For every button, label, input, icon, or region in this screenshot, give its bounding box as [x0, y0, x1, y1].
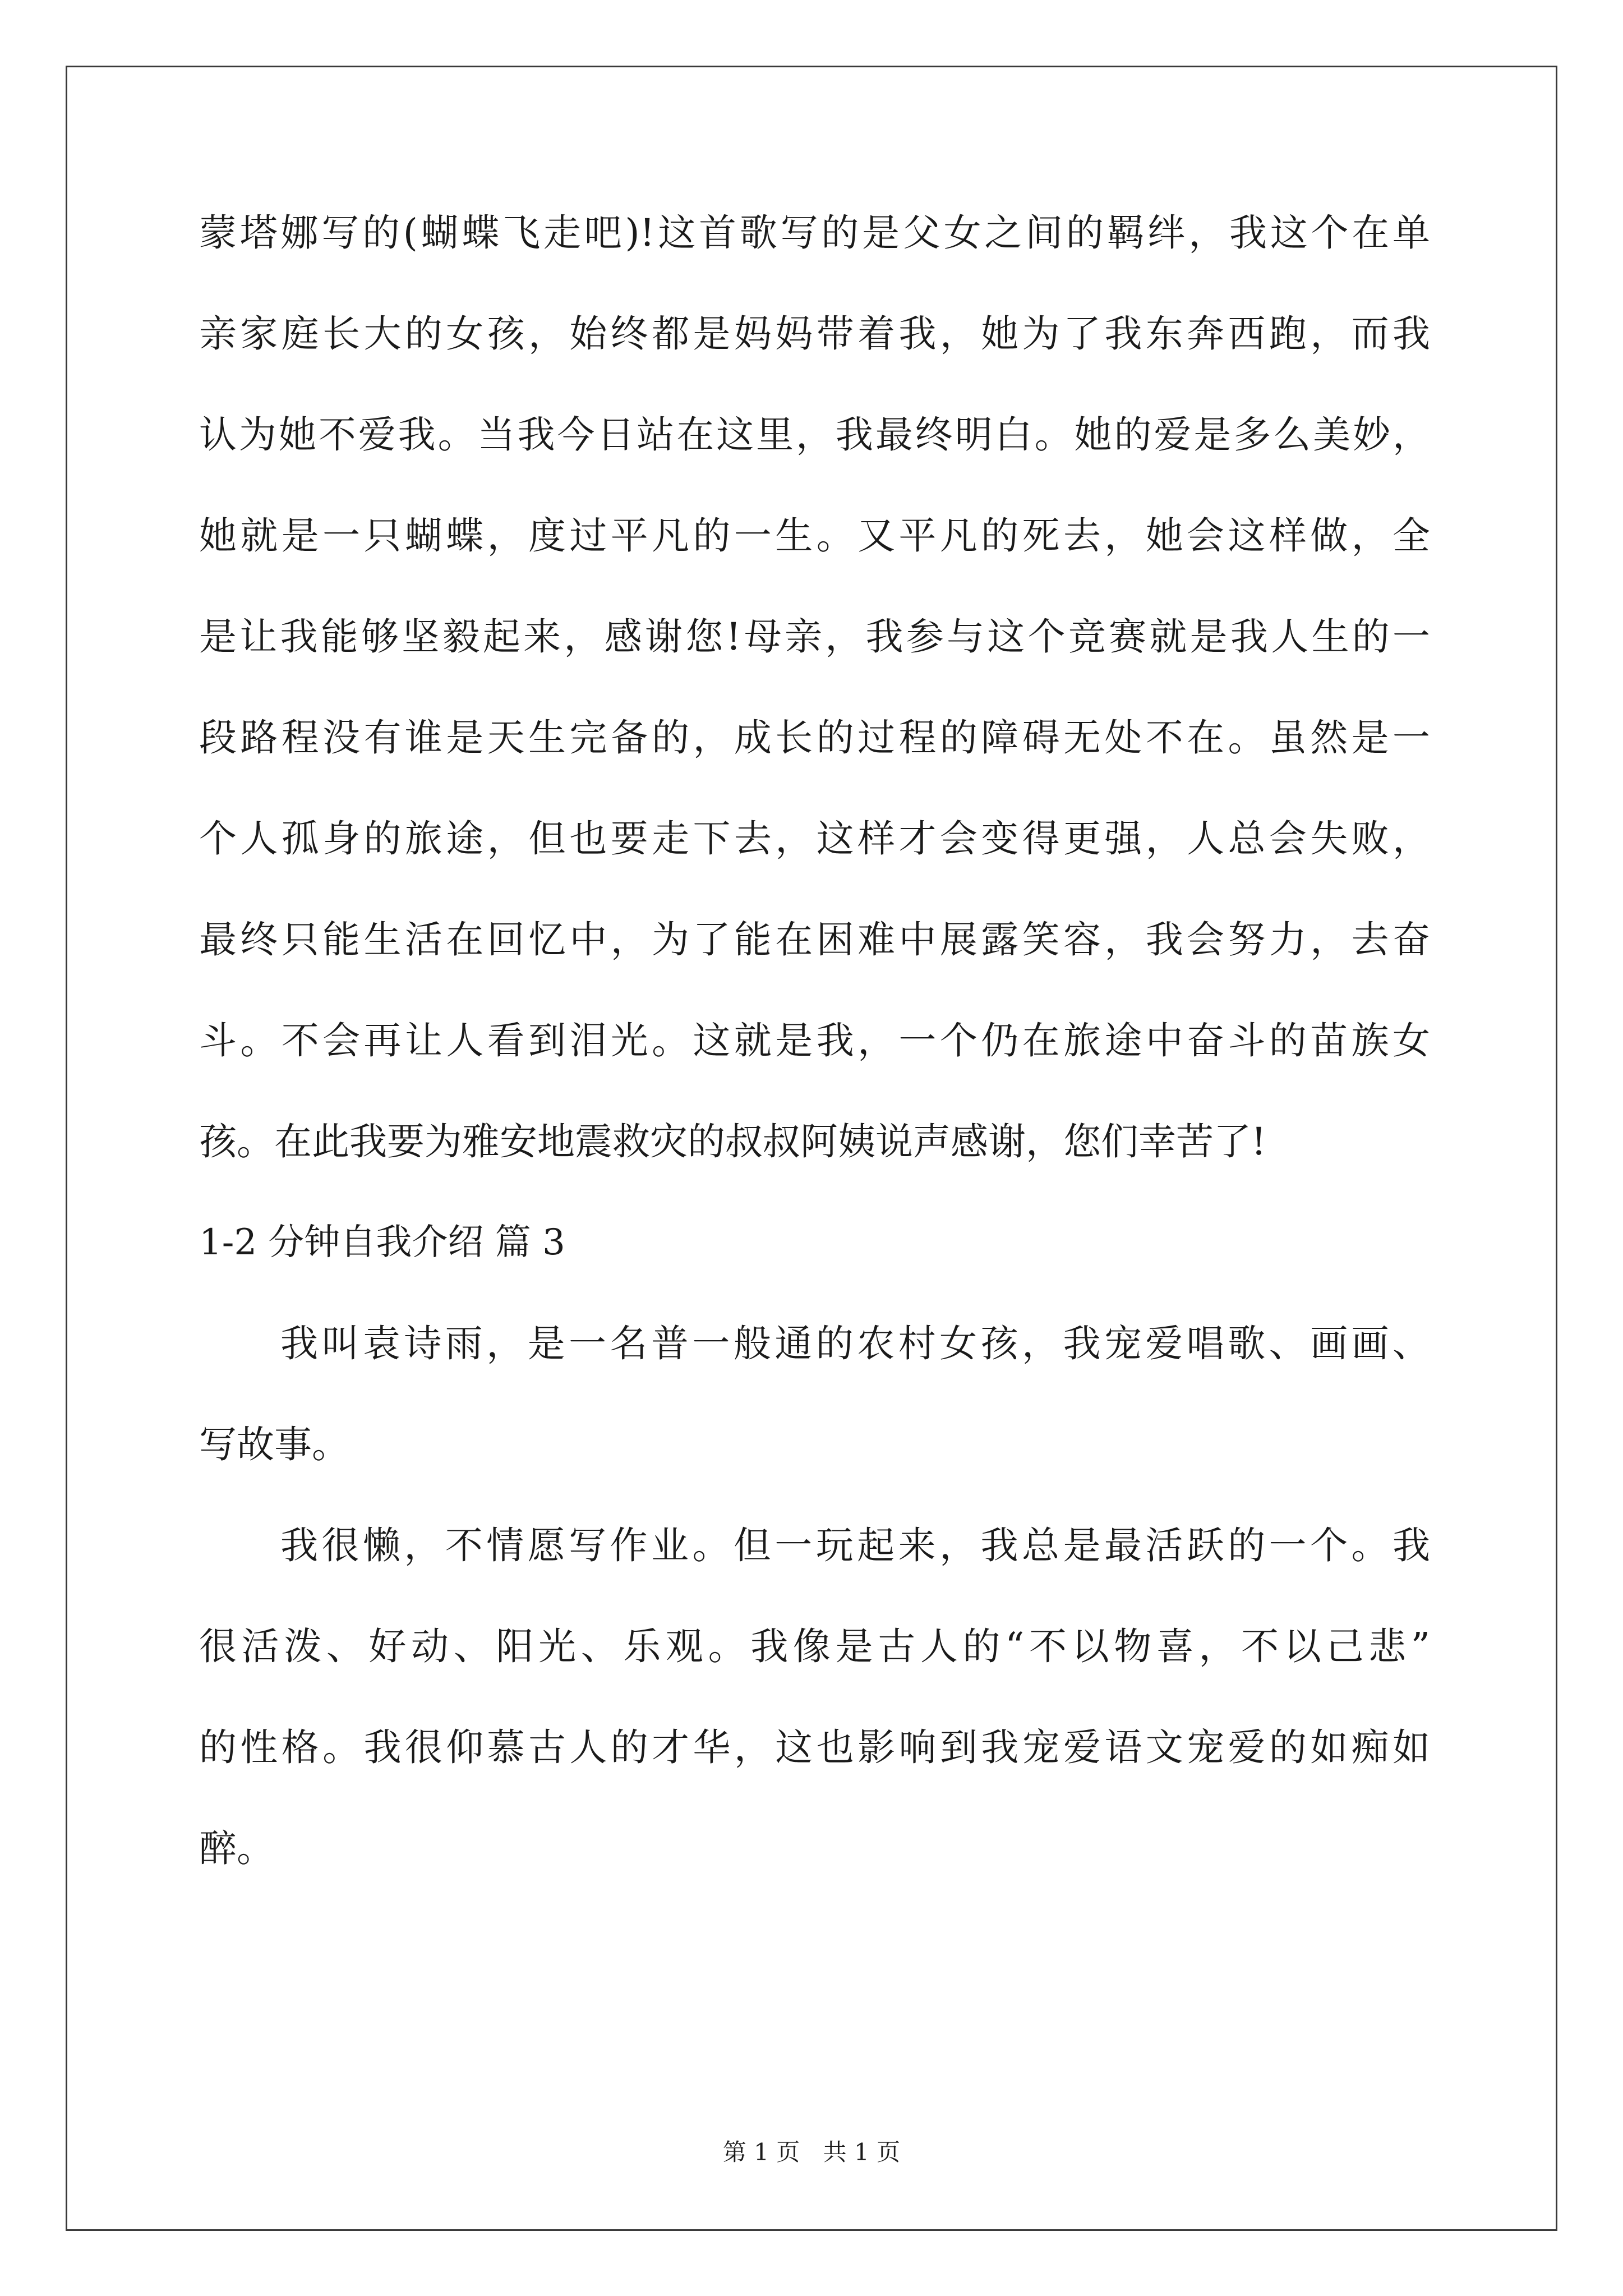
body-line: 段路程没有谁是天生完备的，成长的过程的障碍无处不在。虽然是一	[199, 716, 1430, 760]
paragraph-line: 很活泼、好动、阳光、乐观。我像是古人的“不以物喜，不以己悲”	[199, 1625, 1430, 1668]
paragraph-line: 的性格。我很仰慕古人的才华，这也影响到我宠爱语文宠爱的如痴如	[199, 1726, 1430, 1769]
section-heading: 1-2 分钟自我介绍 篇 3	[199, 1222, 565, 1263]
page-number: 第 1 页	[722, 2138, 800, 2166]
body-line: 她就是一只蝴蝶，度过平凡的一生。又平凡的死去，她会这样做，全	[199, 514, 1430, 558]
page-total: 共 1 页	[823, 2138, 901, 2166]
body-line: 亲家庭长大的女孩，始终都是妈妈带着我，她为了我东奔西跑，而我	[199, 312, 1430, 356]
paragraph-line: 写故事。	[199, 1423, 349, 1466]
paragraph-line: 我叫袁诗雨，是一名普一般通的农村女孩，我宠爱唱歌、画画、	[280, 1322, 1430, 1365]
body-line: 认为她不爱我。当我今日站在这里，我最终明白。她的爱是多么美妙，	[199, 413, 1430, 457]
body-line: 是让我能够坚毅起来，感谢您!母亲，我参与这个竞赛就是我人生的一	[199, 615, 1430, 659]
paragraph-line: 醉。	[199, 1826, 274, 1870]
page-footer	[0, 2134, 1623, 2168]
body-line: 孩。在此我要为雅安地震救灾的叔叔阿姨说声感谢，您们幸苦了!	[199, 1120, 1266, 1163]
body-line: 个人孤身的旅途，但也要走下去，这样才会变得更强，人总会失败，	[199, 817, 1430, 861]
body-line: 蒙塔娜写的(蝴蝶飞走吧)!这首歌写的是父女之间的羁绊，我这个在单	[199, 211, 1430, 255]
body-line: 斗。不会再让人看到泪光。这就是我，一个仍在旅途中奋斗的苗族女	[199, 1019, 1430, 1062]
body-line: 最终只能生活在回忆中，为了能在困难中展露笑容，我会努力，去奋	[199, 918, 1430, 961]
paragraph-line: 我很懒，不情愿写作业。但一玩起来，我总是最活跃的一个。我	[280, 1524, 1430, 1567]
